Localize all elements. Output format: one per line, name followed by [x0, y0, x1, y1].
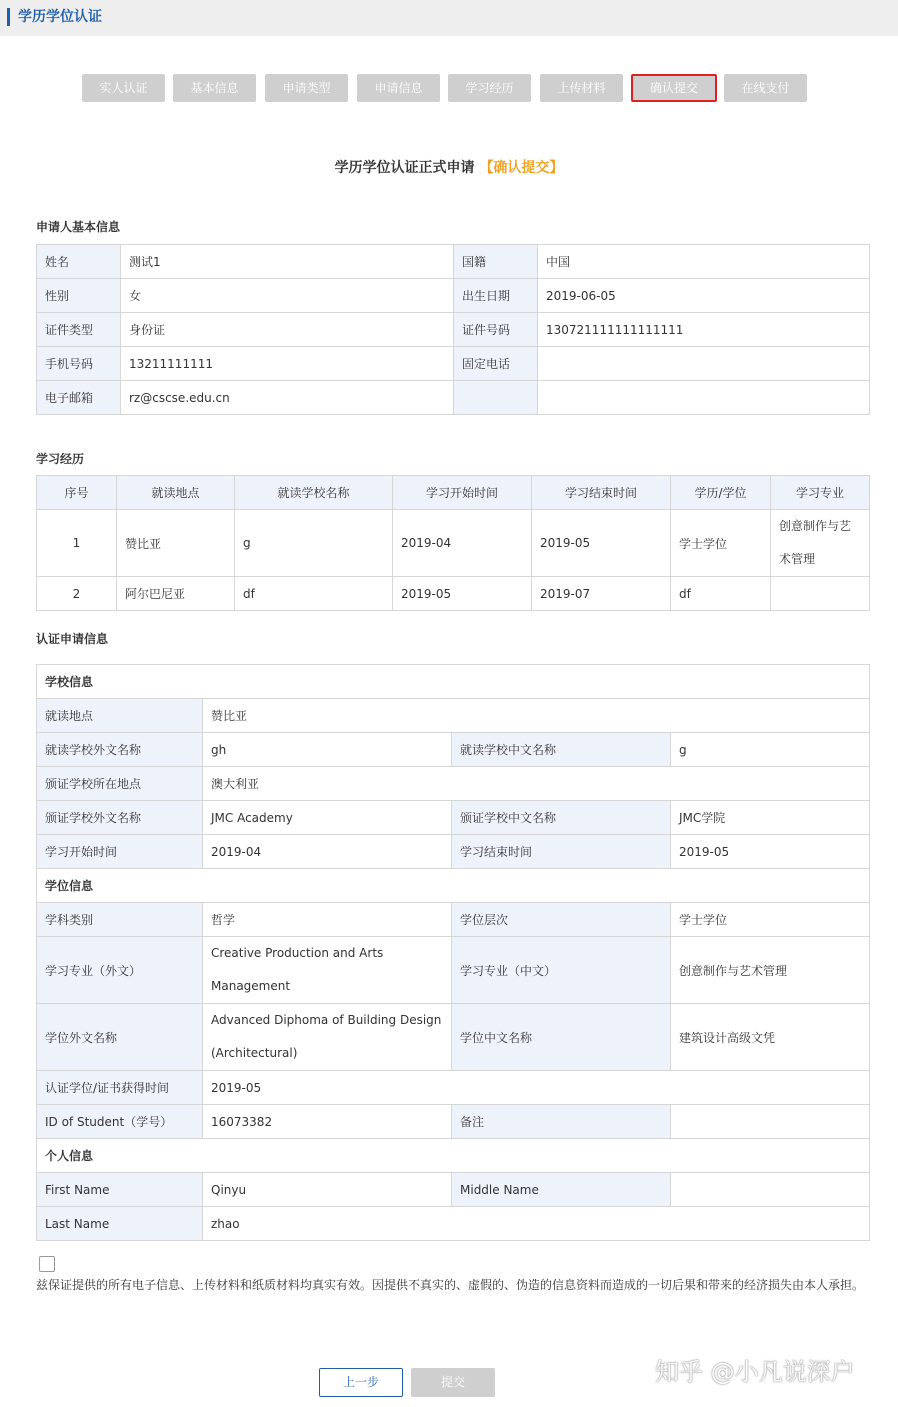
major-foreign-value: Creative Production and Arts Management — [203, 937, 452, 1004]
last-name-label: Last Name — [37, 1207, 203, 1241]
table-row — [37, 937, 870, 1004]
first-name-value: Qinyu — [203, 1173, 452, 1207]
section-study-label: 学习经历 — [36, 452, 85, 466]
id-type-value: 身份证 — [121, 313, 454, 347]
study-major: 创意制作与艺术管理 — [771, 510, 870, 577]
table-row — [37, 733, 870, 767]
middle-name-value — [671, 1173, 870, 1207]
group-school-info: 学校信息 — [37, 665, 870, 699]
table-row — [37, 869, 870, 903]
study-major — [771, 577, 870, 611]
degree-foreign-value: Advanced Diphoma of Building Design (Architectural) — [203, 1004, 452, 1071]
end-label: 学习结束时间 — [452, 835, 671, 869]
birth-label: 出生日期 — [454, 279, 538, 313]
study-degree: 学士学位 — [671, 510, 771, 577]
page-header — [0, 0, 898, 36]
study-end: 2019-07 — [532, 577, 671, 611]
table-row — [37, 903, 870, 937]
study-place-label: 就读地点 — [37, 699, 203, 733]
step-navigation — [0, 74, 898, 102]
section-cert-label: 认证申请信息 — [36, 632, 109, 646]
group-personal-info: 个人信息 — [37, 1139, 870, 1173]
gender-label: 性别 — [37, 279, 121, 313]
email-value: rz@cscse.edu.cn — [121, 381, 454, 415]
issuer-foreign-value: JMC Academy — [203, 801, 452, 835]
study-end: 2019-05 — [532, 510, 671, 577]
table-row — [37, 347, 870, 381]
table-row — [37, 1173, 870, 1207]
table-row — [37, 1207, 870, 1241]
study-degree: df — [671, 577, 771, 611]
empty-value — [538, 381, 870, 415]
agreement-checkbox[interactable] — [39, 1256, 55, 1272]
column-header: 就读地点 — [117, 476, 235, 510]
section-applicant-label: 申请人基本信息 — [36, 220, 121, 234]
school-cn-value: g — [671, 733, 870, 767]
submit-button[interactable]: 提交 — [411, 1368, 495, 1397]
remark-value — [671, 1105, 870, 1139]
student-id-value: 16073382 — [203, 1105, 452, 1139]
school-foreign-label: 就读学校外文名称 — [37, 733, 203, 767]
end-value: 2019-05 — [671, 835, 870, 869]
issuer-cn-label: 颁证学校中文名称 — [452, 801, 671, 835]
table-row — [37, 1004, 870, 1071]
study-start: 2019-05 — [393, 577, 532, 611]
id-type-label: 证件类型 — [37, 313, 121, 347]
level-label: 学位层次 — [452, 903, 671, 937]
major-foreign-label: 学习专业（外文） — [37, 937, 203, 1004]
table-row — [37, 1071, 870, 1105]
column-header: 学习开始时间 — [393, 476, 532, 510]
step-payment[interactable]: 在线支付 — [724, 74, 807, 102]
major-cn-label: 学习专业（中文） — [452, 937, 671, 1004]
major-cn-value: 创意制作与艺术管理 — [671, 937, 870, 1004]
study-school: g — [235, 510, 393, 577]
table-row — [37, 767, 870, 801]
degree-cn-label: 学位中文名称 — [452, 1004, 671, 1071]
table-row — [37, 577, 870, 611]
award-time-label: 认证学位/证书获得时间 — [37, 1071, 203, 1105]
row-number: 1 — [37, 510, 117, 577]
subject-label: 学科类别 — [37, 903, 203, 937]
school-cn-label: 就读学校中文名称 — [452, 733, 671, 767]
column-header: 就读学校名称 — [235, 476, 393, 510]
group-degree-info: 学位信息 — [37, 869, 870, 903]
form-title — [0, 157, 898, 177]
previous-button[interactable]: 上一步 — [319, 1368, 403, 1397]
step-apply-info[interactable]: 申请信息 — [357, 74, 440, 102]
phone-label: 固定电话 — [454, 347, 538, 381]
table-row — [37, 835, 870, 869]
issuer-cn-value: JMC学院 — [671, 801, 870, 835]
table-row — [37, 665, 870, 699]
cert-info-table — [36, 664, 870, 1241]
column-header: 学习结束时间 — [532, 476, 671, 510]
table-row — [37, 381, 870, 415]
row-number: 2 — [37, 577, 117, 611]
form-title-highlight: 【确认提交】 — [479, 160, 564, 176]
table-row — [37, 1105, 870, 1139]
table-row — [37, 1139, 870, 1173]
last-name-value: zhao — [203, 1207, 870, 1241]
step-apply-type[interactable]: 申请类型 — [265, 74, 348, 102]
birth-value: 2019-06-05 — [538, 279, 870, 313]
issuer-place-value: 澳大利亚 — [203, 767, 870, 801]
step-basic-info[interactable]: 基本信息 — [173, 74, 256, 102]
applicant-table — [36, 244, 870, 415]
first-name-label: First Name — [37, 1173, 203, 1207]
study-place: 赞比亚 — [117, 510, 235, 577]
agreement-text: 兹保证提供的所有电子信息、上传材料和纸质材料均真实有效。因提供不真实的、虚假的、伪造的信息资料而造成的一切后果和带来的经济损失由本人承担。 — [36, 1278, 865, 1292]
subject-value: 哲学 — [203, 903, 452, 937]
nationality-value: 中国 — [538, 245, 870, 279]
start-label: 学习开始时间 — [37, 835, 203, 869]
email-label: 电子邮箱 — [37, 381, 121, 415]
school-foreign-value: gh — [203, 733, 452, 767]
step-confirm-submit[interactable]: 确认提交 — [631, 74, 717, 102]
remark-label: 备注 — [452, 1105, 671, 1139]
degree-foreign-label: 学位外文名称 — [37, 1004, 203, 1071]
nationality-label: 国籍 — [454, 245, 538, 279]
table-row — [37, 313, 870, 347]
study-start: 2019-04 — [393, 510, 532, 577]
header-accent-bar — [7, 8, 10, 26]
student-id-label: ID of Student（学号） — [37, 1105, 203, 1139]
table-header-row — [37, 476, 870, 510]
study-place: 阿尔巴尼亚 — [117, 577, 235, 611]
column-header: 序号 — [37, 476, 117, 510]
watermark: 知乎 @小凡说深户 — [655, 1358, 855, 1386]
step-study-history[interactable]: 学习经历 — [448, 74, 531, 102]
step-identity[interactable]: 实人认证 — [82, 74, 165, 102]
form-title-text: 学历学位认证正式申请 — [334, 160, 475, 176]
table-row — [37, 801, 870, 835]
mobile-label: 手机号码 — [37, 347, 121, 381]
id-no-label: 证件号码 — [454, 313, 538, 347]
table-row — [37, 245, 870, 279]
table-row — [37, 279, 870, 313]
issuer-foreign-label: 颁证学校外文名称 — [37, 801, 203, 835]
study-history-table — [36, 475, 870, 611]
name-value: 测试1 — [121, 245, 454, 279]
gender-value: 女 — [121, 279, 454, 313]
award-time-value: 2019-05 — [203, 1071, 870, 1105]
column-header: 学历/学位 — [671, 476, 771, 510]
step-upload[interactable]: 上传材料 — [540, 74, 623, 102]
empty-label — [454, 381, 538, 415]
table-row — [37, 699, 870, 733]
page-title: 学历学位认证 — [18, 9, 102, 25]
issuer-place-label: 颁证学校所在地点 — [37, 767, 203, 801]
table-row — [37, 510, 870, 577]
start-value: 2019-04 — [203, 835, 452, 869]
mobile-value: 13211111111 — [121, 347, 454, 381]
degree-cn-value: 建筑设计高级文凭 — [671, 1004, 870, 1071]
name-label: 姓名 — [37, 245, 121, 279]
level-value: 学士学位 — [671, 903, 870, 937]
column-header: 学习专业 — [771, 476, 870, 510]
id-no-value: 130721111111111111 — [538, 313, 870, 347]
phone-value — [538, 347, 870, 381]
middle-name-label: Middle Name — [452, 1173, 671, 1207]
study-school: df — [235, 577, 393, 611]
study-place-value: 赞比亚 — [203, 699, 870, 733]
